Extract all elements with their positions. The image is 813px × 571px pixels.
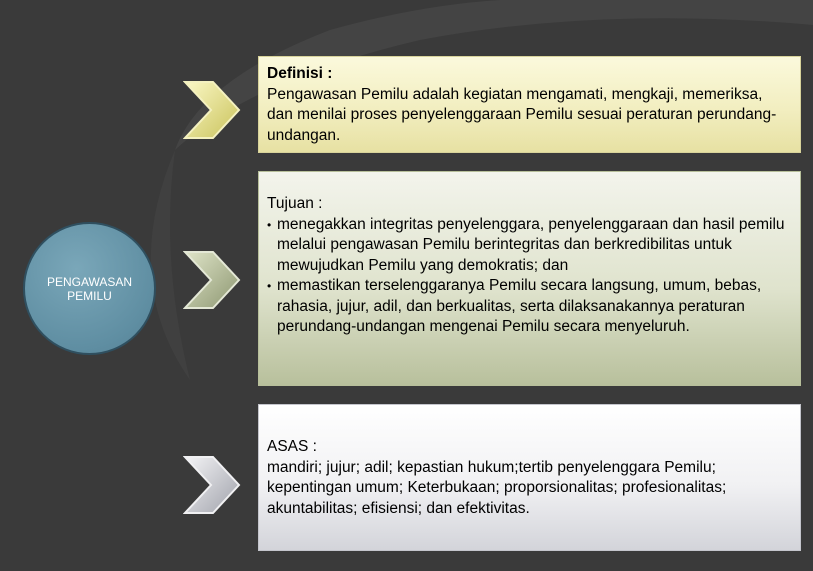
definisi-title: Definisi : (267, 65, 333, 82)
list-item: • menegakkan integritas penyelenggara, penyelenggaraan dan hasil pemilu melalui pengawasan Pemilu berintegritas dan berkredibilitas untuk mewujudkan Pemilu yang demokratis; dan (267, 215, 792, 277)
asas-title: ASAS : (267, 438, 317, 455)
circle-label: PENGAWASAN PEMILU (46, 274, 133, 303)
asas-text: mandiri; jujur; adil; kepastian hukum;tertib penyelenggara Pemilu; kepentingan umum; Keterbukaan; proporsionalitas; profesionalitas; akuntabilitas; efisiensi; dan efektivitas. (267, 458, 727, 517)
definisi-text: Pengawasan Pemilu adalah kegiatan mengamati, mengkaji, memeriksa, dan menilai proses penyelenggaraan Pemilu sesuai peraturan perundang-undangan. (267, 85, 777, 144)
list-item: • memastikan terselenggaranya Pemilu secara langsung, umum, bebas, rahasia, jujur, adil, dan berkualitas, serta dilaksanakannya peraturan perundang-undangan mengenai Pemilu secara menyeluruh. (267, 276, 792, 338)
chevron-right-icon (183, 80, 241, 140)
chevron-right-icon (183, 250, 241, 310)
tujuan-list (267, 215, 792, 338)
definisi-box (258, 56, 801, 153)
tujuan-box (258, 171, 801, 386)
pengawasan-pemilu-circle (23, 222, 156, 355)
tujuan-title: Tujuan : (267, 195, 323, 212)
chevron-right-icon (183, 455, 241, 515)
asas-box (258, 404, 801, 551)
